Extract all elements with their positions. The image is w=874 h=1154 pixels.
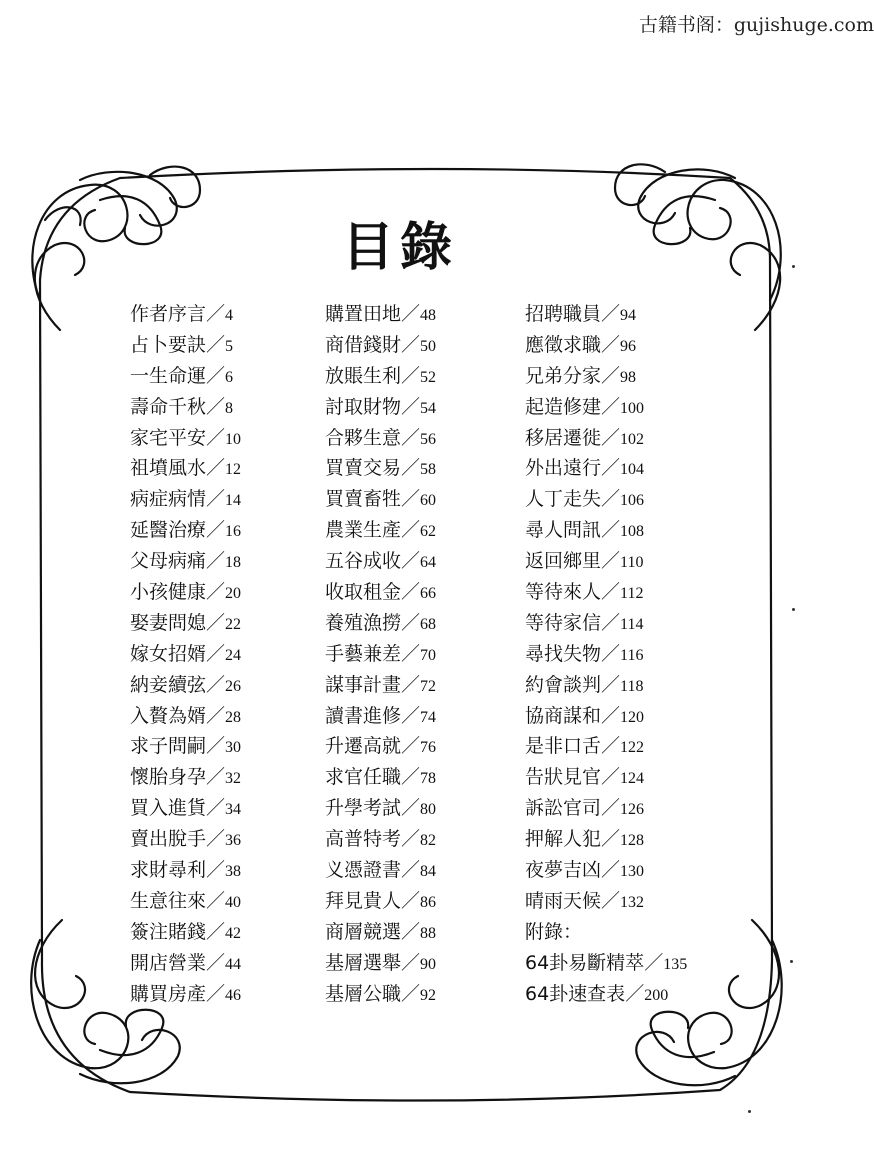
- toc-page-number: 14: [225, 492, 242, 510]
- toc-entry-title: 晴雨天候: [525, 889, 602, 912]
- toc-entry: [325, 701, 505, 732]
- toc-entry: [325, 670, 505, 701]
- toc-page-number: 100: [620, 399, 645, 417]
- toc-separator: ／: [601, 828, 621, 851]
- toc-entry: [525, 361, 725, 392]
- toc-separator: ／: [206, 488, 226, 511]
- toc-separator: ／: [601, 333, 621, 356]
- toc-entry: [525, 731, 725, 762]
- toc-page-number: 110: [620, 554, 644, 572]
- toc-page-number: 20: [225, 585, 242, 603]
- toc-entry: [525, 979, 725, 1010]
- toc-entry: [325, 453, 505, 484]
- toc-separator: ／: [601, 704, 621, 727]
- toc-page-number: 12: [225, 461, 242, 479]
- toc-entry-title: 人丁走失: [525, 488, 602, 511]
- toc-entry-title: 商借錢財: [325, 333, 402, 356]
- toc-separator: ／: [401, 766, 421, 789]
- toc-entry-title: 小孩健康: [130, 581, 207, 604]
- toc-page-number: 38: [225, 863, 242, 881]
- toc-entry: [130, 639, 300, 670]
- toc-entry: [130, 701, 300, 732]
- toc-separator: ／: [206, 333, 226, 356]
- toc-entry: [525, 577, 725, 608]
- toc-entry-title: 基層公職: [325, 982, 402, 1005]
- toc-entry-title: 開店營業: [130, 951, 207, 974]
- toc-page-number: 94: [620, 307, 637, 324]
- toc-page-number: 30: [225, 739, 242, 757]
- toc-entry-title: 家宅平安: [130, 426, 207, 449]
- toc-entry: [130, 299, 300, 330]
- toc-page-number: 76: [420, 739, 437, 757]
- toc-separator: ／: [601, 488, 621, 511]
- scan-speck: [790, 960, 793, 963]
- toc-page-number: 108: [620, 523, 645, 541]
- toc-entry-title: 拜見貴人: [325, 889, 402, 912]
- toc-entry-title: 入贅為婿: [130, 704, 207, 727]
- toc-separator: ／: [601, 519, 621, 542]
- toc-entry: [130, 762, 300, 793]
- toc-page-number: 4: [225, 307, 234, 324]
- toc-page-number: 80: [420, 801, 437, 819]
- toc-entry-title: 义憑證書: [325, 859, 402, 882]
- toc-entry-title: 讀書進修: [325, 704, 402, 727]
- toc-page-number: 122: [620, 739, 645, 757]
- toc-entry: [130, 515, 300, 546]
- toc-entry: [325, 979, 505, 1010]
- toc-entry: [130, 948, 300, 979]
- toc-entry: [130, 330, 300, 361]
- toc-entry-title: 納妾續弦: [130, 673, 207, 696]
- toc-entry-title: 求官任職: [325, 766, 402, 789]
- toc-page-number: 22: [225, 615, 242, 633]
- toc-entry-title: 手藝兼差: [325, 642, 402, 665]
- toc-page-number: 132: [620, 893, 645, 911]
- toc-entry-title: 是非口舌: [525, 735, 602, 758]
- toc-separator: ／: [206, 395, 226, 418]
- toc-entry-title: 等待家信: [525, 611, 602, 634]
- toc-page-number: 120: [620, 708, 645, 726]
- toc-separator: ／: [601, 395, 621, 418]
- toc-entry-title: 尋人問訊: [525, 519, 602, 542]
- toc-separator: ／: [401, 982, 421, 1005]
- toc-page-number: 28: [225, 708, 242, 726]
- toc-separator: ／: [601, 611, 621, 634]
- toc-entry: [130, 546, 300, 577]
- toc-separator: ／: [401, 704, 421, 727]
- toc-separator: ／: [206, 735, 226, 758]
- toc-separator: ／: [601, 797, 621, 820]
- toc-page-number: 68: [420, 615, 437, 633]
- toc-page-number: 200: [644, 986, 669, 1004]
- toc-separator: ／: [601, 426, 621, 449]
- toc-entry-title: 祖墳風水: [130, 457, 207, 480]
- toc-entry-title: 告狀見官: [525, 766, 602, 789]
- toc-page-number: 82: [420, 832, 437, 850]
- toc-separator: ／: [206, 642, 226, 665]
- toc-page-number: 6: [225, 368, 234, 386]
- toc-page-number: 46: [225, 986, 242, 1004]
- toc-page-number: 8: [225, 399, 234, 417]
- toc-page-number: 72: [420, 677, 437, 695]
- toc-entry: [525, 453, 725, 484]
- toc-entry-title: 娶妻問媳: [130, 611, 207, 634]
- toc-column-1: [130, 299, 300, 1009]
- toc-separator: ／: [206, 550, 226, 573]
- toc-page-number: 124: [620, 770, 645, 788]
- toc-entry-title: 等待來人: [525, 581, 602, 604]
- toc-entry: [325, 639, 505, 670]
- toc-separator: ／: [401, 859, 421, 882]
- toc-entry-title: 買入進貨: [130, 797, 207, 820]
- toc-entry: [325, 330, 505, 361]
- toc-column-2: [325, 299, 505, 1009]
- toc-entry: [325, 392, 505, 423]
- toc-page-number: 34: [225, 801, 242, 819]
- toc-entry: [130, 824, 300, 855]
- toc-entry: [130, 979, 300, 1010]
- toc-separator: ／: [401, 797, 421, 820]
- toc-separator: ／: [601, 550, 621, 573]
- page-title: 目錄: [341, 218, 458, 278]
- toc-entry-title: 押解人犯: [525, 828, 602, 851]
- toc-page-number: 42: [225, 924, 242, 942]
- toc-entry: [525, 948, 725, 979]
- toc-page-number: 66: [420, 585, 437, 603]
- toc-separator: ／: [601, 581, 621, 604]
- toc-entry: [525, 484, 725, 515]
- toc-page-number: 48: [420, 307, 437, 324]
- toc-page-number: 16: [225, 523, 242, 541]
- toc-entry-title: 起造修建: [525, 395, 602, 418]
- toc-entry-title: 商層競選: [325, 920, 402, 943]
- toc-entry-title: 兄弟分家: [525, 364, 602, 387]
- toc-separator: ／: [206, 859, 226, 882]
- toc-page-number: 98: [620, 368, 637, 386]
- toc-entry-title: 謀事計畫: [325, 673, 402, 696]
- toc-separator: ／: [206, 889, 226, 912]
- toc-entry: [325, 886, 505, 917]
- toc-entry-title: 外出遠行: [525, 457, 602, 480]
- toc-entry: [525, 299, 725, 330]
- toc-separator: ／: [601, 303, 621, 325]
- toc-separator: ／: [206, 828, 226, 851]
- toc-entry-title: 移居遷徙: [525, 426, 602, 449]
- toc-separator: ／: [206, 611, 226, 634]
- toc-entry-title: 約會談判: [525, 673, 602, 696]
- toc-page-number: 60: [420, 492, 437, 510]
- toc-page-number: 24: [225, 646, 242, 664]
- toc-page-number: 56: [420, 430, 437, 448]
- toc-separator: ／: [601, 735, 621, 758]
- toc-entry-title: 招聘職員: [525, 303, 602, 325]
- toc-entry: [525, 886, 725, 917]
- toc-entry: [325, 299, 505, 330]
- toc-entry-title: 求財尋利: [130, 859, 207, 882]
- toc-entry-title: 占卜要訣: [130, 333, 207, 356]
- toc-separator: ／: [401, 426, 421, 449]
- toc-entry: [525, 392, 725, 423]
- toc-entry: [130, 855, 300, 886]
- toc-page-number: 54: [420, 399, 437, 417]
- toc-entry: [130, 917, 300, 948]
- toc-separator: ／: [401, 889, 421, 912]
- toc-page-number: 102: [620, 430, 645, 448]
- toc-entry: [325, 731, 505, 762]
- toc-separator: ／: [206, 704, 226, 727]
- toc-page-number: 26: [225, 677, 242, 695]
- toc-entry: [525, 639, 725, 670]
- toc-entry-title: 懷胎身孕: [130, 766, 207, 789]
- toc-separator: ／: [401, 642, 421, 665]
- toc-separator: ／: [401, 828, 421, 851]
- toc-page-number: 64: [420, 554, 437, 572]
- toc-page-number: 18: [225, 554, 242, 572]
- toc-entry: [130, 886, 300, 917]
- toc-separator: ／: [401, 457, 421, 480]
- toc-entry: [525, 762, 725, 793]
- toc-separator: ／: [401, 364, 421, 387]
- toc-separator: ／: [206, 581, 226, 604]
- toc-separator: ／: [206, 797, 226, 820]
- toc-separator: ／: [206, 426, 226, 449]
- toc-entry: [325, 855, 505, 886]
- toc-page-number: 58: [420, 461, 437, 479]
- toc-page-number: 126: [620, 801, 645, 819]
- toc-entry: [525, 330, 725, 361]
- toc-page-number: 40: [225, 893, 242, 911]
- toc-entry-title: 買賣畜牲: [325, 488, 402, 511]
- toc-page-number: 130: [620, 863, 645, 881]
- toc-entry: [325, 484, 505, 515]
- toc-separator: ／: [601, 364, 621, 387]
- toc-entry-title: 收取租金: [325, 581, 402, 604]
- toc-entry: [130, 731, 300, 762]
- toc-entry-title: 64卦易斷精萃: [525, 951, 645, 974]
- toc-separator: ／: [206, 364, 226, 387]
- toc-entry: [130, 423, 300, 454]
- toc-page-number: 96: [620, 337, 637, 355]
- toc-entry-title: 訴訟官司: [525, 797, 602, 820]
- toc-page-number: 106: [620, 492, 645, 510]
- toc-page-number: 86: [420, 893, 437, 911]
- toc-entry: [525, 793, 725, 824]
- toc-page-number: 10: [225, 430, 242, 448]
- toc-page-number: 50: [420, 337, 437, 355]
- toc-page-number: 114: [620, 615, 644, 633]
- toc-entry-title: 升遷高就: [325, 735, 402, 758]
- toc-page-number: 92: [420, 986, 437, 1004]
- toc-entry: [325, 515, 505, 546]
- toc-separator: ／: [401, 673, 421, 696]
- toc-separator: ／: [601, 642, 621, 665]
- toc-entry-title: 附錄：: [525, 920, 583, 943]
- toc-entry-title: 作者序言: [130, 303, 207, 325]
- toc-page-number: 128: [620, 832, 645, 850]
- toc-entry-title: 養殖漁撈: [325, 611, 402, 634]
- toc-separator: ／: [625, 982, 645, 1005]
- toc-entry: [325, 793, 505, 824]
- toc-entry-title: 64卦速查表: [525, 982, 626, 1005]
- toc-entry: [130, 608, 300, 639]
- toc-entry-title: 父母病痛: [130, 550, 207, 573]
- toc-separator: ／: [206, 982, 226, 1005]
- toc-separator: ／: [601, 673, 621, 696]
- toc-page-number: 32: [225, 770, 242, 788]
- toc-entry: [525, 515, 725, 546]
- toc-page-number: 5: [225, 337, 234, 355]
- toc-separator: ／: [601, 766, 621, 789]
- toc-entry-title: 壽命千秋: [130, 395, 207, 418]
- toc-entry: [130, 793, 300, 824]
- toc-entry: [525, 670, 725, 701]
- toc-entry: [130, 484, 300, 515]
- toc-separator: ／: [206, 766, 226, 789]
- toc-entry: [325, 423, 505, 454]
- toc-entry-title: 病症病情: [130, 488, 207, 511]
- toc-entry-title: 購買房產: [130, 982, 207, 1005]
- toc-separator: ／: [206, 519, 226, 542]
- toc-page-number: 116: [620, 646, 644, 664]
- toc-separator: ／: [401, 951, 421, 974]
- toc-entry: [130, 577, 300, 608]
- toc-entry-title: 買賣交易: [325, 457, 402, 480]
- toc-separator: ／: [401, 303, 421, 325]
- toc-entry: [325, 546, 505, 577]
- toc-separator: ／: [644, 951, 664, 974]
- toc-separator: ／: [401, 395, 421, 418]
- toc-page-number: 36: [225, 832, 242, 850]
- toc-entry: [525, 423, 725, 454]
- toc-entry: [325, 762, 505, 793]
- toc-entry: [325, 917, 505, 948]
- toc-page-number: 52: [420, 368, 437, 386]
- toc-page-number: 74: [420, 708, 437, 726]
- toc-entry: [525, 546, 725, 577]
- toc-column-3: [525, 299, 725, 1009]
- toc-entry-title: 求子問嗣: [130, 735, 207, 758]
- toc-separator: ／: [601, 859, 621, 882]
- toc-entry-title: 嫁女招婿: [130, 642, 207, 665]
- toc-separator: ／: [601, 889, 621, 912]
- scan-speck: [792, 265, 795, 268]
- toc-entry-title: 高普特考: [325, 828, 402, 851]
- toc-entry: [325, 577, 505, 608]
- toc-entry: [130, 392, 300, 423]
- toc-entry: [130, 670, 300, 701]
- toc-entry: [525, 917, 725, 948]
- toc-entry-title: 討取財物: [325, 395, 402, 418]
- toc-separator: ／: [401, 920, 421, 943]
- toc-separator: ／: [206, 920, 226, 943]
- toc-entry-title: 賣出脫手: [130, 828, 207, 851]
- toc-entry: [525, 824, 725, 855]
- toc-separator: ／: [401, 488, 421, 511]
- toc-entry-title: 協商謀和: [525, 704, 602, 727]
- toc-entry-title: 尋找失物: [525, 642, 602, 665]
- toc-entry-title: 返回鄉里: [525, 550, 602, 573]
- toc-entry-title: 應徵求職: [525, 333, 602, 356]
- toc-page-number: 135: [663, 955, 688, 973]
- toc-separator: ／: [401, 581, 421, 604]
- toc-entry-title: 基層選舉: [325, 951, 402, 974]
- scan-speck: [792, 608, 795, 611]
- toc-separator: ／: [401, 735, 421, 758]
- toc-entry-title: 簽注賭錢: [130, 920, 207, 943]
- toc-page-number: 62: [420, 523, 437, 541]
- toc-separator: ／: [601, 457, 621, 480]
- toc-entry-title: 升學考試: [325, 797, 402, 820]
- toc-separator: ／: [401, 550, 421, 573]
- toc-separator: ／: [401, 611, 421, 634]
- toc-entry: [325, 608, 505, 639]
- toc-entry: [525, 855, 725, 886]
- toc-page-number: 88: [420, 924, 437, 942]
- toc-page-number: 44: [225, 955, 242, 973]
- toc-entry-title: 生意往來: [130, 889, 207, 912]
- toc-entry: [130, 361, 300, 392]
- toc-entry-title: 五谷成收: [325, 550, 402, 573]
- scan-speck: [748, 1110, 751, 1113]
- watermark: 古籍书阁：gujishuge.com: [638, 14, 874, 36]
- toc-entry-title: 合夥生意: [325, 426, 402, 449]
- toc-entry-title: 購置田地: [325, 303, 402, 325]
- toc-separator: ／: [401, 519, 421, 542]
- toc-entry: [325, 948, 505, 979]
- toc-separator: ／: [206, 303, 226, 325]
- toc-page-number: 70: [420, 646, 437, 664]
- toc-entry: [525, 701, 725, 732]
- toc-entry-title: 農業生產: [325, 519, 402, 542]
- toc-page-number: 90: [420, 955, 437, 973]
- toc-separator: ／: [206, 673, 226, 696]
- toc-entry: [325, 361, 505, 392]
- toc-separator: ／: [401, 333, 421, 356]
- toc-separator: ／: [206, 951, 226, 974]
- toc-page-number: 84: [420, 863, 437, 881]
- toc-entry: [130, 453, 300, 484]
- toc-entry-title: 一生命運: [130, 364, 207, 387]
- toc-separator: ／: [206, 457, 226, 480]
- toc-entry-title: 夜夢吉凶: [525, 859, 602, 882]
- toc-entry: [325, 824, 505, 855]
- toc-entry-title: 放賬生利: [325, 364, 402, 387]
- toc-entry-title: 延醫治療: [130, 519, 207, 542]
- toc-page-number: 112: [620, 585, 644, 603]
- toc-entry: [525, 608, 725, 639]
- toc-page-number: 104: [620, 461, 645, 479]
- toc-page-number: 78: [420, 770, 437, 788]
- toc-page-number: 118: [620, 677, 644, 695]
